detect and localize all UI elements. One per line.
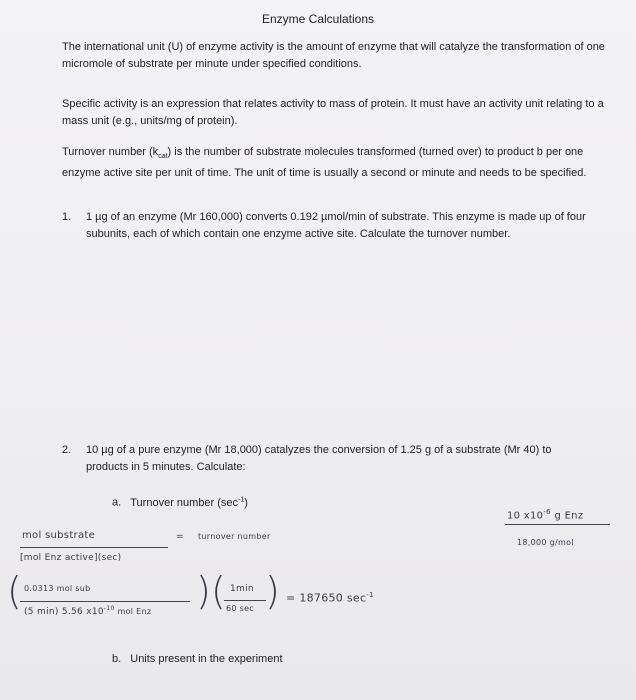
question-1 (62, 209, 617, 249)
handwritten-enzyme-mass: 10 $x10^{-6}$ g Enz (507, 508, 584, 522)
handwritten-mol-substrate: mol substrate (22, 530, 96, 541)
handwritten-mol-enzyme-active: [mol Enz active](sec) (20, 553, 122, 563)
handwritten-fraction-line-formula (20, 547, 168, 548)
paragraph-specific-activity: Specific activity is an expression that relates activity to mass of protein. It must have an activity unit relating to a mass unit (e.g., units/mg of protein). (62, 98, 604, 127)
question-2a-text: Turnover number $(\sec^{-1})$ (130, 496, 248, 509)
handwritten-conversion-denominator: 60 sec (226, 604, 255, 613)
question-2a (112, 491, 412, 508)
handwritten-result: = 187650 $\sec^{-1}$ (286, 591, 374, 605)
question-1-number: 1. (62, 211, 72, 223)
handwritten-left-paren-2: ( (211, 569, 226, 613)
question-1-text: 1 µg of an enzyme (Mr 160,000) converts 0.192 µmol/min of substrate. This enzyme is made up of four subunits, each of which contain one enzyme active site. Calculate the turnover number. (86, 211, 586, 240)
question-2b-text: Units present in the experiment (130, 653, 283, 665)
handwritten-right-paren-1: ) (196, 569, 211, 613)
handwritten-conversion-numerator: 1min (230, 584, 254, 594)
question-2b (112, 651, 412, 668)
question-2-number: 2. (62, 444, 72, 456)
handwritten-calc-numerator: 0.0313 mol sub (24, 584, 91, 593)
handwritten-turnover-number: turnover number (198, 532, 271, 541)
question-2a-label: a. (112, 496, 122, 509)
handwritten-fraction-line-conversion (224, 600, 266, 601)
handwritten-equals: = (176, 532, 184, 542)
handwritten-fraction-line-mass (505, 524, 610, 525)
question-2-text: 10 µg of a pure enzyme (Mr 18,000) catalyzes the conversion of 1.25 g of a substrate (Mr 40) to products in 5 minutes. Calculate: (86, 444, 552, 473)
handwritten-fraction-line-calc (20, 601, 190, 602)
handwritten-enzyme-mw: 18,000 g/mol (517, 538, 574, 547)
handwritten-right-paren-2: ) (265, 569, 280, 613)
question-2 (62, 442, 617, 482)
handwritten-left-paren: ( (7, 569, 22, 613)
page-title: Enzyme Calculations (261, 12, 375, 26)
paragraph-international-unit: The international unit (U) of enzyme activity is the amount of enzyme that will catalyze the transformation of one micromole of substrate per minute under specified conditions. (62, 41, 605, 70)
paragraph-turnover-number: Turnover number $(k_{cat})$ is the number of substrate molecules transformed (turned over) to product b per one enzyme active site per unit of time. The unit of time is usually a second or minute and needs to be specified. (62, 146, 587, 180)
handwritten-calc-denominator: (5 min) 5.56 $x10^{-10}$ mol Enz (24, 605, 152, 617)
question-2b-label: b. (112, 653, 122, 665)
